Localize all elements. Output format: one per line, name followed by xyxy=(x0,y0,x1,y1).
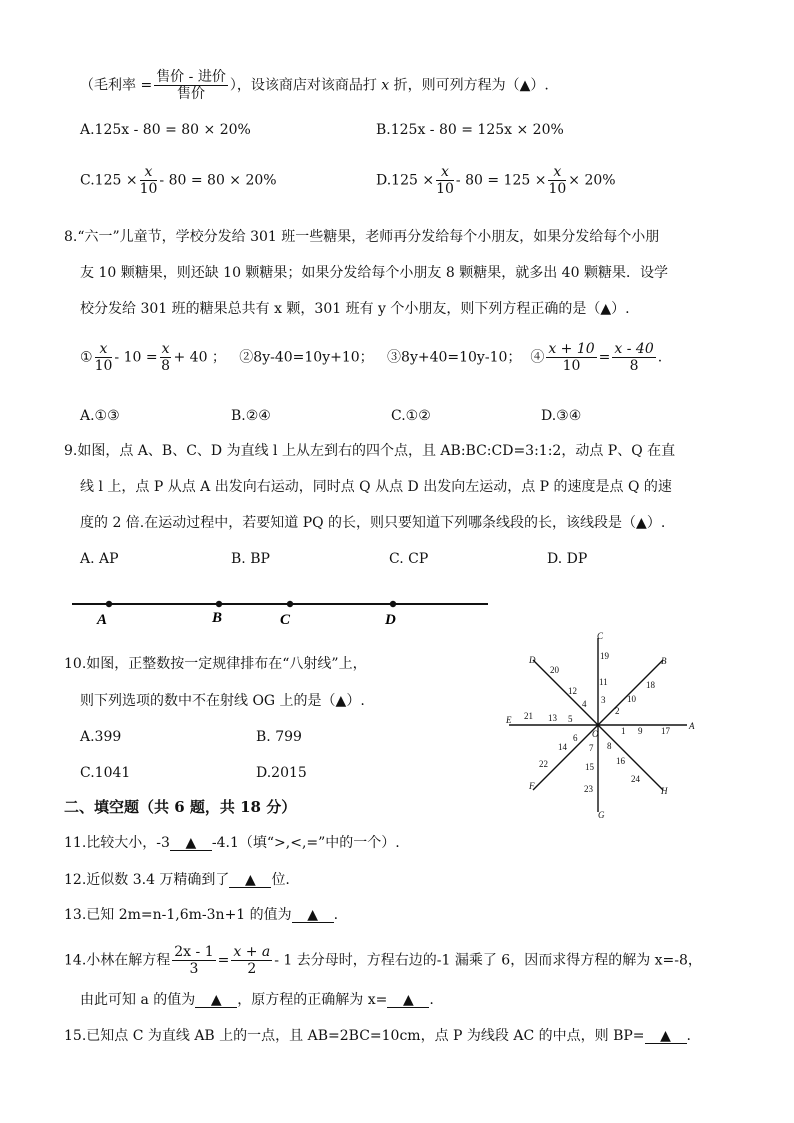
point-c xyxy=(287,601,293,607)
num-1: 1 xyxy=(621,726,626,736)
ray-label-d: D xyxy=(529,655,536,665)
q7-option-b: B.125x - 80 = 125x × 20% xyxy=(376,122,564,138)
q13-blank[interactable]: ▲ xyxy=(292,908,334,923)
q7-stem: （毛利率 = $\frac{\text{售价 - 进价}}{\text{售价}}$ ），设该商店对该商品打 x 折，则可列方程为（▲）. xyxy=(80,69,549,102)
q10-line1: 10.如图，正整数按一定规律排布在“八射线”上， xyxy=(64,656,367,672)
num-23: 23 xyxy=(584,784,593,794)
num-4: 4 xyxy=(582,699,587,709)
q12-blank[interactable]: ▲ xyxy=(229,873,271,888)
ray-label-c: C xyxy=(597,631,604,641)
q10-option-a: A.399 xyxy=(80,729,122,745)
q11: 11.比较大小，-3 ▲ -4.1（填“>,<,=”中的一个）. xyxy=(64,835,400,851)
point-d xyxy=(390,601,396,607)
point-b xyxy=(216,601,222,607)
q10-option-d: D.2015 xyxy=(256,765,307,781)
q15: 15.已知点 C 为直线 AB 上的一点，且 AB=2BC=10cm，点 P 为线段 AC 的中点，则 BP= ▲ . xyxy=(64,1028,691,1044)
q14-line2: 由此可知 a 的值为 ▲ ，原方程的正确解为 x= ▲ . xyxy=(80,992,434,1008)
q11-blank[interactable]: ▲ xyxy=(170,836,212,851)
q15-blank[interactable]: ▲ xyxy=(645,1029,687,1044)
num-20: 20 xyxy=(550,665,559,675)
ray-label-a: A xyxy=(689,721,695,731)
q7-option-c: C.125 × $\frac{x}{10}$ - 80 = 80 × 20% xyxy=(80,164,277,197)
q10-option-c: C.1041 xyxy=(80,765,131,781)
q8-line2: 友 10 颗糖果，则还缺 10 颗糖果；如果分发给每个小朋友 8 颗糖果，就多出 40 颗糖果．设学 xyxy=(80,265,668,281)
q8-option-b: B.②④ xyxy=(231,408,271,424)
q7-option-a: A.125x - 80 = 80 × 20% xyxy=(80,122,251,138)
q8-option-a: A.①③ xyxy=(80,408,120,424)
q12: 12.近似数 3.4 万精确到了 ▲ 位. xyxy=(64,872,290,888)
q14-blank-a[interactable]: ▲ xyxy=(195,993,237,1008)
ray-label-f: F xyxy=(529,781,535,791)
q8-line1: 8.“六一”儿童节，学校分发给 301 班一些糖果，老师再分发给每个小朋友，如果分发给每个小朋 xyxy=(64,229,660,245)
q14-blank-x[interactable]: ▲ xyxy=(387,993,429,1008)
num-21: 21 xyxy=(524,711,533,721)
num-11: 11 xyxy=(599,677,608,687)
q7-margin-fraction: $\frac{\text{售价 - 进价}}{\text{售价}}$ xyxy=(156,69,226,102)
ray-label-b: B xyxy=(661,656,667,666)
q9-line2: 线 l 上，点 P 从点 A 出发向右运动，同时点 Q 从点 D 出发向左运动，点 P 的速度是点 Q 的速 xyxy=(80,479,672,495)
num-19: 19 xyxy=(600,651,609,661)
q9-line-figure xyxy=(70,590,500,630)
q7-prefix: （毛利率 = xyxy=(80,77,153,94)
num-15: 15 xyxy=(585,762,594,772)
q8-option-d: D.③④ xyxy=(541,408,582,424)
num-7: 7 xyxy=(589,743,594,753)
num-6: 6 xyxy=(573,733,578,743)
num-5: 5 xyxy=(568,714,573,724)
point-d-label: D xyxy=(385,612,396,628)
q9-option-d: D. DP xyxy=(547,551,588,567)
q8-line3: 校分发给 301 班的糖果总共有 x 颗，301 班有 y 个小朋友，则下列方程正确的是（▲）. xyxy=(80,301,630,317)
q10-option-b: B. 799 xyxy=(256,729,302,745)
num-22: 22 xyxy=(539,759,548,769)
point-b-label: B xyxy=(212,610,223,626)
q8-option-c: C.①② xyxy=(391,408,431,424)
q7-option-d: D.125 × $\frac{x}{10}$ - 80 = 125 × $\frac{x}{10}$ × 20% xyxy=(376,164,616,197)
num-24: 24 xyxy=(631,774,640,784)
q13: 13.已知 2m=n-1,6m-3n+1 的值为 ▲ . xyxy=(64,907,339,923)
ray-label-h: H xyxy=(661,786,668,796)
q9-option-b: B. BP xyxy=(231,551,270,567)
point-a xyxy=(106,601,112,607)
num-12: 12 xyxy=(568,686,577,696)
section2-title: 二、填空题（共 6 题，共 18 分） xyxy=(64,798,297,816)
num-16: 16 xyxy=(616,756,625,766)
num-9: 9 xyxy=(638,726,643,736)
q9-line1: 9.如图，点 A、B、C、D 为直线 l 上从左到右的四个点，且 AB:BC:CD=3:1:2，动点 P、Q 在直 xyxy=(64,443,676,459)
num-18: 18 xyxy=(646,680,655,690)
q14-line1: 14.小林在解方程 $\frac{2x - 1}{3}$ = $\frac{x + a}{2}$ - 1 去分母时，方程右边的-1 漏乘了 6，因而求得方程的解为 x=-8， xyxy=(64,944,702,977)
num-13: 13 xyxy=(548,713,557,723)
num-10: 10 xyxy=(627,694,636,704)
q9-option-c: C. CP xyxy=(389,551,429,567)
q10-line2: 则下列选项的数中不在射线 OG 上的是（▲）. xyxy=(80,693,365,709)
q9-option-a: A. AP xyxy=(80,551,119,567)
q8-equations: ① $\frac{x}{10}$ - 10 = $\frac{x}{8}$ + 40 ； ②8y-40=10y+10； ③8y+40=10y-10； ④ $\frac{x + 10}{10}$ = $\frac{x - 40}{8}$ . xyxy=(80,341,663,374)
num-17: 17 xyxy=(661,726,670,736)
num-14: 14 xyxy=(558,742,567,752)
ray-label-g: G xyxy=(598,810,605,820)
ray-label-o: O xyxy=(592,729,599,739)
ray-label-e: E xyxy=(506,715,512,725)
num-2: 2 xyxy=(615,706,620,716)
num-8: 8 xyxy=(607,741,612,751)
eight-ray-figure xyxy=(505,630,705,820)
point-a-label: A xyxy=(97,612,108,628)
q9-line3: 度的 2 倍.在运动过程中，若要知道 PQ 的长，则只要知道下列哪条线段的长，该线段是（▲）. xyxy=(80,515,666,531)
point-c-label: C xyxy=(280,612,291,628)
num-3: 3 xyxy=(601,695,606,705)
